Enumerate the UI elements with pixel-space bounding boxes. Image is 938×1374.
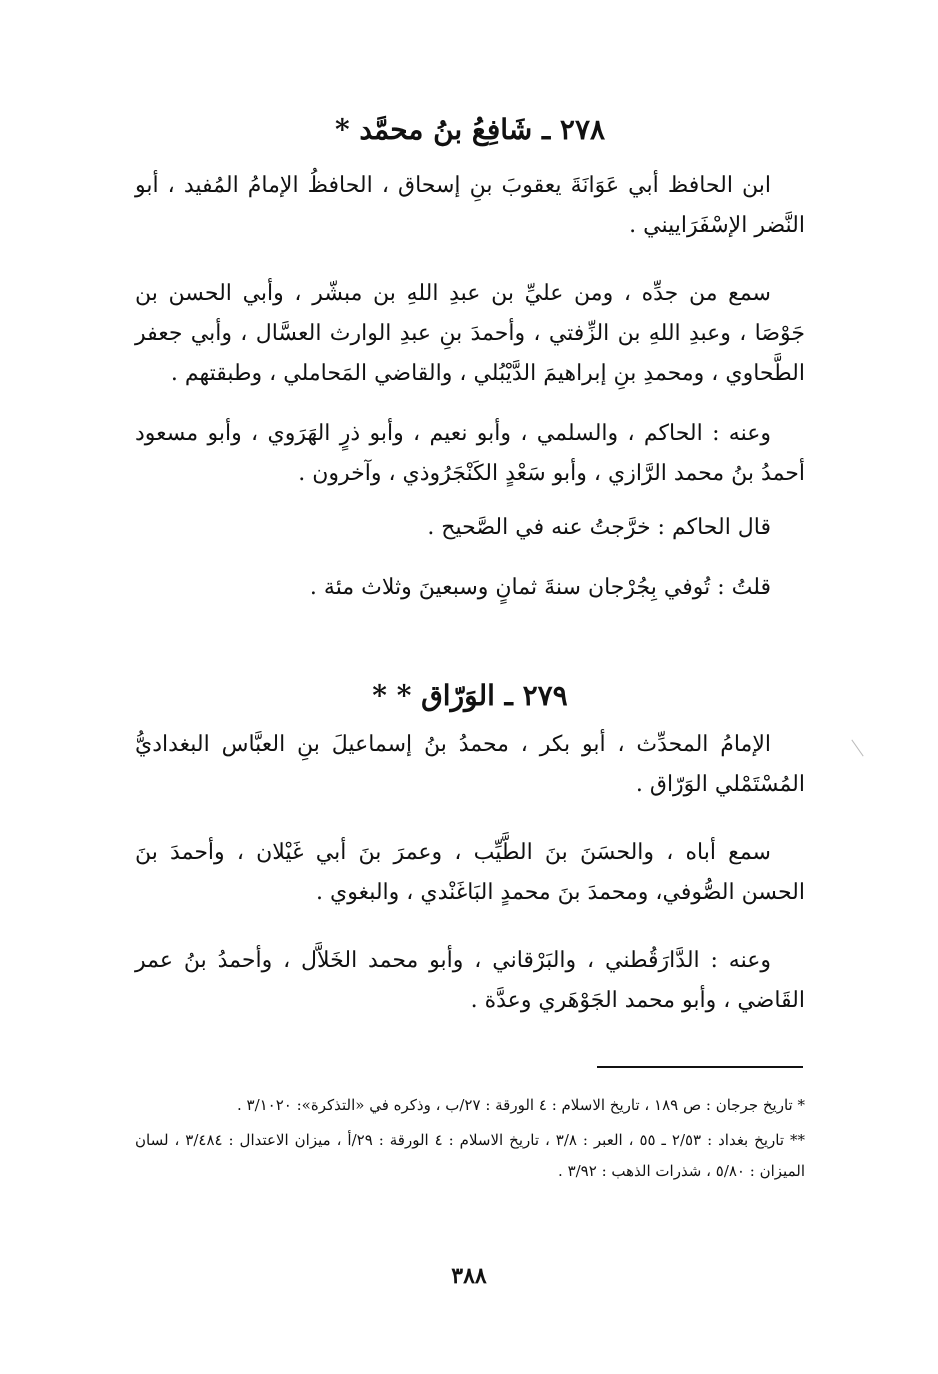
- entry-279-body: [135, 725, 805, 1021]
- entry-278-students-paragraph: وعنه : الحاكم ، والسلمي ، وأبو نعيم ، وأبو ذرٍ الهَرَوي ، وأبو مسعود أحمدُ بنُ محمد الرَّازي ، وأبو سَعْدٍ الكَنْجَرُوذي ، وآخرون .: [135, 421, 805, 486]
- footnote-278: * تاريخ جرجان : ص ١٨٩ ، تاريخ الاسلام : ٤ الورقة : ٢٧/ب ، وذكره في «التذكرة»: ٣/١٠٢٠ .: [236, 1096, 805, 1114]
- footnote-divider: [597, 1066, 803, 1068]
- entry-279-intro-paragraph: الإمامُ المحدِّث ، أبو بكر ، محمدُ بنُ إسماعيلَ بنِ العبَّاس البغداديُّ المُسْتَمْلي الوَرّاق .: [135, 732, 805, 797]
- footnote-279: ** تاريخ بغداد : ٢/٥٣ ـ ٥٥ ، العبر : ٣/٨ ، تاريخ الاسلام : ٤ الورقة : ٢٩/أ ، ميزان الاعتدال : ٣/٤٨٤ ، لسان الميزان : ٥/٨٠ ، شذرات الذهب : ٣/٩٢ .: [135, 1131, 805, 1180]
- entry-279-teachers-paragraph: سمع أباه ، والحسَنَ بنَ الطَّيِّب ، وعمرَ بنَ أبي غَيْلان ، وأحمدَ بنَ الحسن الصُّوفي، ومحمدَ بنَ محمدٍ البَاغَنْدي ، والبغوي .: [135, 840, 805, 905]
- entry-279-students-paragraph: وعنه : الدَّارَقُطني ، والبَرْقاني ، وأبو محمد الخَلاَّل ، وأحمدُ بنُ عمر القَاضي ، وأبو محمد الجَوْهَري وعدَّة .: [135, 948, 805, 1013]
- entry-278-teachers-paragraph: سمع من جدِّه ، ومن عليِّ بن عبدِ اللهِ بن مبشّر ، وأبي الحسن بن جَوْصَا ، وعبدِ اللهِ بن الزِّفتي ، وأحمدَ بنِ عبدِ الوارث العسَّال ، وأبي جعفر الطَّحاوي ، ومحمدِ بنِ إبراهيمَ الدَّيْبُلي ، والقاضي المَحاملي ، وطبقتهم .: [135, 281, 805, 386]
- paper-mark: [851, 740, 863, 757]
- entry-278-heading: ٢٧٨ ـ شَافِعُ بنُ محمَّد *: [334, 113, 606, 146]
- entry-278-hakim-quote: قال الحاكم : خرَّجتُ عنه في الصَّحيح .: [427, 515, 771, 540]
- entry-279-heading: ٢٧٩ ـ الوَرّاق * *: [372, 679, 568, 712]
- page-number: ٣٨٨: [451, 1263, 487, 1289]
- entry-278-intro-paragraph: ابن الحافظ أبي عَوَانَةَ يعقوبَ بنِ إسحاق ، الحافظُ الإمامُ المُفيد ، أبو النَّضر الإسْفَرَاييني .: [135, 173, 805, 238]
- footnotes: [135, 1090, 805, 1187]
- entry-278-body: [135, 166, 805, 608]
- entry-278-death-note: قلتُ : تُوفي بِجُرْجان سنةَ ثمانٍ وسبعينَ وثلاث مئة .: [309, 575, 771, 600]
